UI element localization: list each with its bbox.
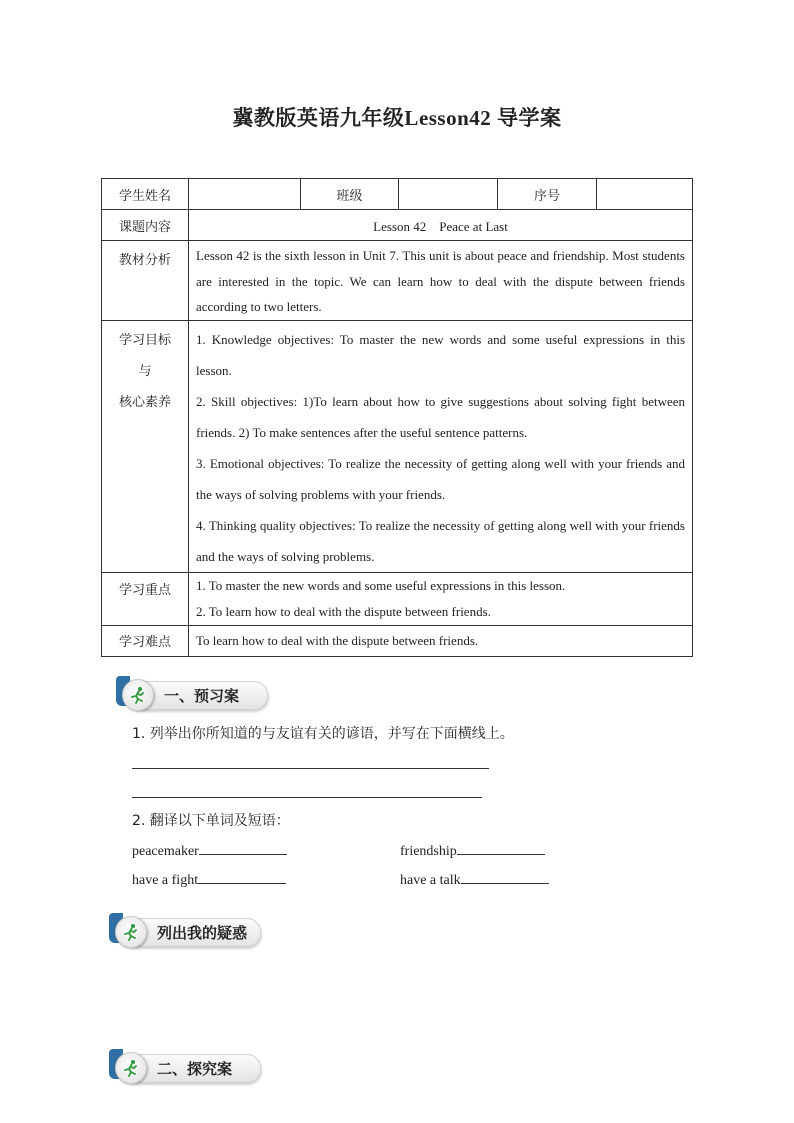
class-label: 班级 — [301, 179, 399, 210]
difficulties-text: To learn how to deal with the dispute between friends. — [189, 625, 693, 656]
number-field[interactable] — [597, 179, 693, 210]
answer-line[interactable] — [132, 797, 482, 798]
section-banner-doubts — [109, 913, 261, 951]
objectives-label-line2: 与 — [138, 363, 152, 379]
topic-label: 课题内容 — [102, 210, 189, 241]
objective-item: 4. Thinking quality objectives: To realize the necessity of getting along well with your friends and the ways of solving problems. — [196, 517, 685, 564]
analysis-label: 教材分析 — [102, 241, 189, 321]
key-points-text — [189, 572, 693, 625]
section-title: 二、探究案 — [157, 1060, 233, 1078]
section-title: 一、预习案 — [164, 687, 240, 705]
objectives-list — [189, 320, 693, 572]
section-banner-explore — [109, 1049, 261, 1087]
phrase-text: have a fight — [132, 873, 199, 888]
answer-blank[interactable] — [461, 871, 549, 884]
section-banner-preview — [116, 676, 268, 714]
number-label: 序号 — [498, 179, 597, 210]
info-table — [101, 178, 693, 657]
objectives-label-line1: 学习目标 — [118, 332, 171, 348]
phrase-item — [400, 842, 545, 860]
runner-icon — [115, 916, 147, 948]
objective-item: 2. Skill objectives: 1)To learn about how to give suggestions about solving fight between friends. 2) To make sentences after the useful sentence patterns. — [196, 393, 685, 440]
phrase-item — [400, 871, 549, 889]
phrase-text: peacemaker — [132, 844, 199, 859]
key-point-line: 2. To learn how to deal with the dispute between friends. — [196, 603, 491, 619]
difficulties-label: 学习难点 — [102, 625, 189, 656]
topic-value: Lesson 42 Peace at Last — [189, 210, 693, 241]
page-title: 冀教版英语九年级Lesson42 导学案 — [232, 106, 562, 130]
student-name-field[interactable] — [189, 179, 301, 210]
objectives-label — [102, 320, 189, 572]
answer-line[interactable] — [132, 768, 489, 769]
key-points-label: 学习重点 — [102, 572, 189, 625]
runner-icon — [122, 679, 154, 711]
answer-blank[interactable] — [457, 842, 545, 855]
question-1: 1. 列举出你所知道的与友谊有关的谚语，并写在下面横线上。 — [132, 726, 514, 742]
objectives-label-line3: 核心素养 — [118, 394, 171, 410]
phrase-text: friendship — [400, 844, 457, 859]
key-point-line: 1. To master the new words and some useful expressions in this lesson. — [196, 577, 566, 593]
answer-blank[interactable] — [199, 842, 287, 855]
section-title: 列出我的疑惑 — [157, 924, 248, 942]
analysis-text: Lesson 42 is the sixth lesson in Unit 7. This unit is about peace and friendship. Most students are interested in the topic. We can learn how to deal with the dispute between friends according to two letters. — [189, 241, 693, 321]
class-field[interactable] — [399, 179, 498, 210]
student-name-label: 学生姓名 — [102, 179, 189, 210]
phrase-item — [132, 842, 287, 860]
answer-blank[interactable] — [198, 871, 286, 884]
objective-item: 1. Knowledge objectives: To master the new words and some useful expressions in this lesson. — [196, 331, 685, 378]
phrase-item — [132, 871, 286, 889]
phrase-text: have a talk — [400, 873, 461, 888]
question-2: 2. 翻译以下单词及短语： — [132, 813, 290, 829]
objective-item: 3. Emotional objectives: To realize the necessity of getting along well with your friends and the ways of solving problems with your friends. — [196, 455, 685, 502]
runner-icon — [115, 1052, 147, 1084]
